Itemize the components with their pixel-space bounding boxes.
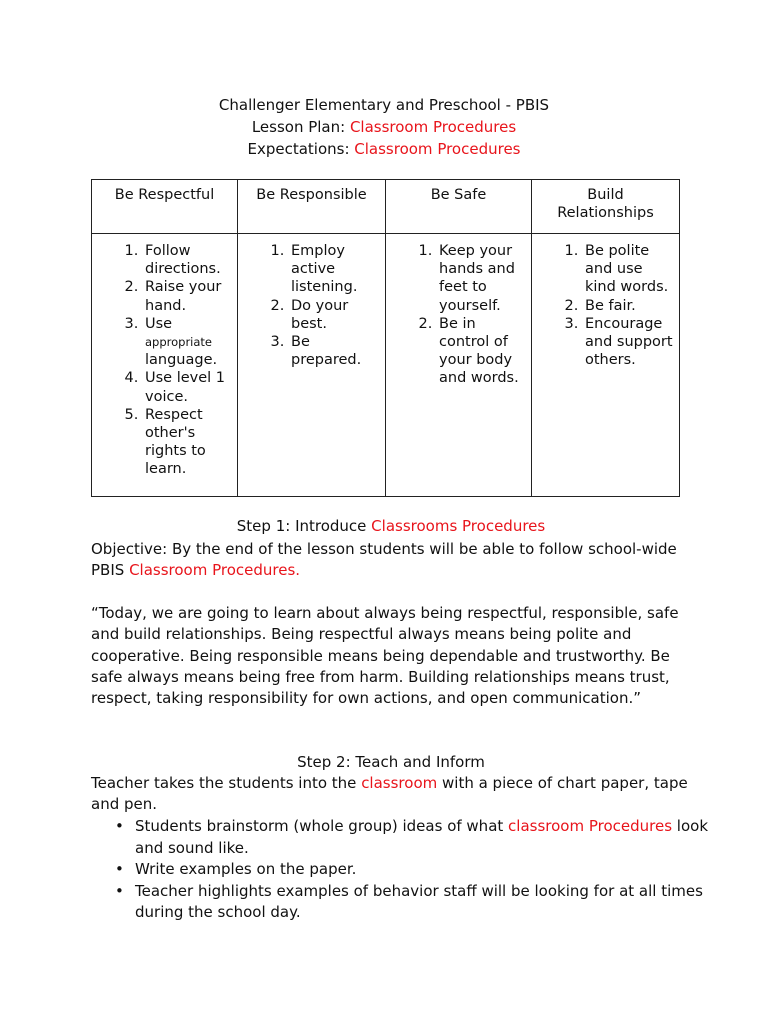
title-text: Challenger Elementary and Preschool - PBIS <box>218 96 550 114</box>
header-be-safe: Be Safe <box>386 180 532 234</box>
header-build-relationships <box>532 180 680 234</box>
list-item <box>115 816 735 859</box>
objective-highlight: Classroom Procedures. <box>129 561 301 580</box>
relationships-list <box>533 242 678 369</box>
list-item: 3. Encourage and support others. <box>583 315 674 370</box>
list-item: 3. Be prepared. <box>289 333 380 369</box>
expectations-label: Expectations: <box>247 140 355 158</box>
step1-label: Step 1: Introduce <box>236 517 372 535</box>
bullet1-highlight: classroom Procedures <box>508 817 673 835</box>
list-item: 2. Be fair. <box>583 297 674 315</box>
expectations-table <box>91 179 680 497</box>
cell-be-respectful <box>92 234 238 497</box>
lesson-plan-value: Classroom Procedures <box>349 118 517 136</box>
list-item: 2. Be in control of your body and words. <box>437 315 526 388</box>
header-be-responsible: Be Responsible <box>238 180 386 234</box>
header-build-relationships-text: Build Relationships <box>557 187 654 222</box>
step2-heading: Step 2: Teach and Inform <box>297 753 485 771</box>
appropriate-text: appropriate <box>145 335 213 350</box>
table-body-row <box>92 234 680 497</box>
bullet2-text: Write examples on the paper. <box>135 860 357 878</box>
table-header-row <box>92 180 680 234</box>
list-item: 5. Respect other's rights to learn. <box>143 406 232 479</box>
bullet1-suffix: look and sound like. <box>135 817 709 857</box>
safe-list <box>387 242 530 388</box>
list-item: 2. Do your best. <box>289 297 380 333</box>
responsible-list <box>239 242 384 369</box>
expectations-value: Classroom Procedures <box>354 140 521 158</box>
list-item <box>143 315 232 370</box>
list-item: 1. Be polite and use kind words. <box>583 242 674 297</box>
list-item: 1. Keep your hands and feet to yourself. <box>437 242 526 315</box>
bullet-icon: • <box>115 881 124 900</box>
bullet-icon: • <box>115 817 124 835</box>
list-item: 2. Raise your hand. <box>143 278 232 314</box>
intro-text: Teacher takes the students into the <box>91 774 362 792</box>
intro-highlight: classroom <box>361 774 438 792</box>
step1-heading <box>91 516 691 537</box>
cell-build-relationships <box>532 234 680 497</box>
document-title <box>0 94 768 116</box>
header-be-respectful: Be Respectful <box>92 180 238 234</box>
expectations-line <box>0 138 768 160</box>
bullet1-text: Students brainstorm (whole group) ideas of what <box>135 817 509 835</box>
list-item: 4. Use level 1 voice. <box>143 369 232 405</box>
bullet-icon: • <box>115 860 124 878</box>
respectful-list <box>93 242 236 479</box>
intro-suffix: with a piece of chart paper, tape and pen. <box>91 774 688 814</box>
objective-paragraph <box>91 539 691 582</box>
cell-be-responsible <box>238 234 386 497</box>
use-text: Use <box>145 315 173 332</box>
step1-highlight: Classrooms Procedures <box>371 517 546 535</box>
step2-intro <box>91 773 691 816</box>
language-text: language. <box>145 352 218 369</box>
step2-bullet-list <box>91 816 735 924</box>
list-item: 1. Follow directions. <box>143 242 232 278</box>
bullet3-text: Teacher highlights examples of behavior staff will be looking for at all times during the school day. <box>135 881 703 921</box>
lesson-plan-line <box>0 116 768 138</box>
list-item: 1. Employ active listening. <box>289 242 380 297</box>
list-item <box>115 859 735 881</box>
cell-be-safe <box>386 234 532 497</box>
objective-text: Objective: By the end of the lesson students will be able to follow school-wide PBIS <box>91 540 677 580</box>
list-item <box>115 881 735 924</box>
quote-paragraph: “Today, we are going to learn about always being respectful, responsible, safe and build relationships. Being respectful always means being polite and cooperative. Being responsible means being dependable and trustworthy. Be safe always means being free from harm. Building relationships means trust, respect, taking responsibility for own actions, and open communication.” <box>91 604 679 708</box>
lesson-plan-label: Lesson Plan: <box>251 118 350 136</box>
